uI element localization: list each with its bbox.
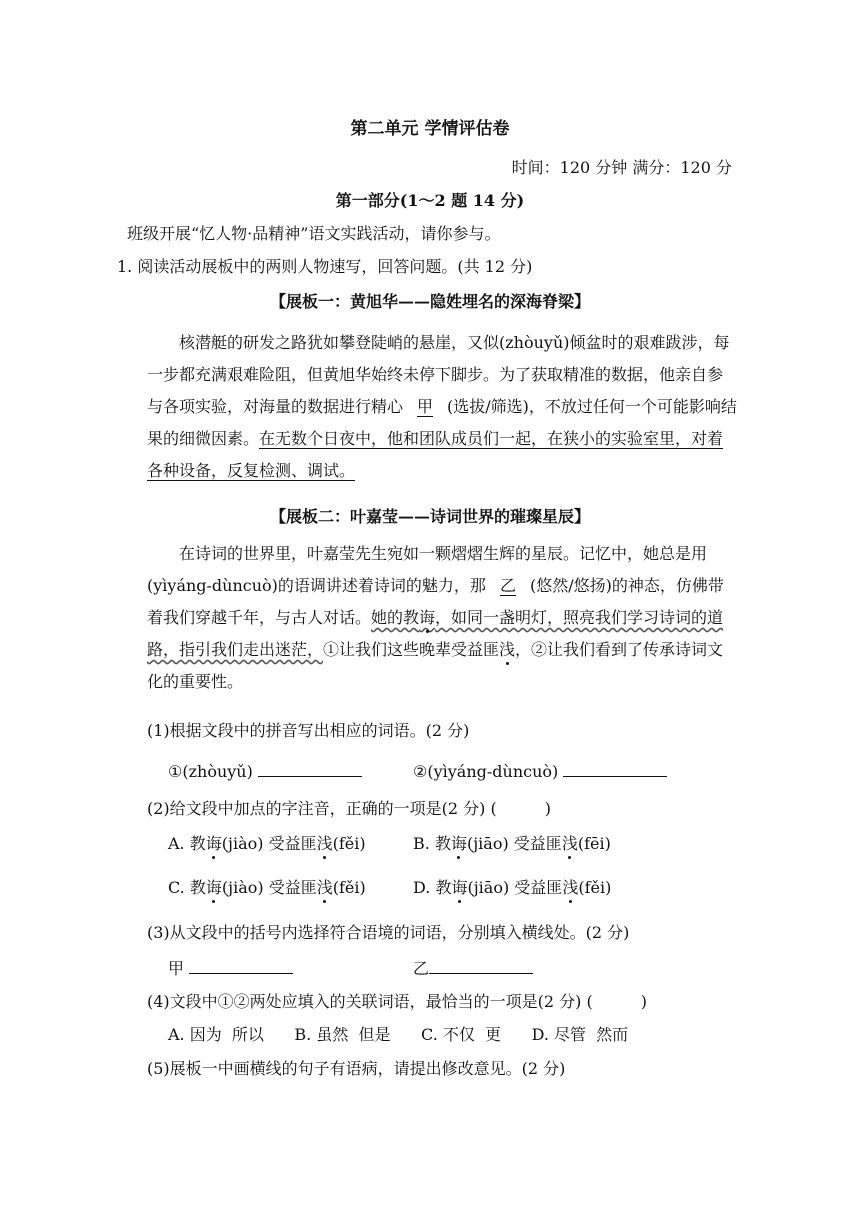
option-word: 教 bbox=[434, 834, 451, 853]
panel2-paragraph bbox=[147, 538, 737, 698]
sub1-item-b bbox=[413, 760, 667, 783]
dotted-char-qian: 浅 bbox=[499, 640, 516, 659]
panel2-text-a: 在诗词的世界里，叶嘉莹先生宛如一颗熠熠生辉的星辰。记忆中，她总是用(yìyáng-dùncuò)的语调讲述着诗词的魅力，那 bbox=[147, 544, 708, 595]
option-pinyin: (fēi) bbox=[577, 834, 611, 853]
time-info: 时间：120 分钟 满分：120 分 bbox=[511, 158, 732, 177]
option-word: 受益匪 bbox=[513, 834, 562, 853]
panel1-heading: 【展板一：黄旭华——隐姓埋名的深海脊梁】 bbox=[269, 292, 590, 311]
option-dotted-char: 诲 bbox=[205, 878, 222, 897]
option-word: 教 bbox=[435, 878, 452, 897]
option-dotted-char: 浅 bbox=[316, 834, 333, 853]
sub1-label-a: ①(zhòuyǔ) bbox=[168, 762, 253, 781]
option-dotted-char: 浅 bbox=[561, 834, 578, 853]
option-dotted-char: 诲 bbox=[450, 834, 467, 853]
sub5-stem: (5)展板一中画横线的句子有语病，请提出修改意见。(2 分) bbox=[147, 1059, 566, 1078]
sub1-stem: (1)根据文段中的拼音写出相应的词语。(2 分) bbox=[147, 721, 470, 740]
option-pinyin: (fěi) bbox=[332, 878, 366, 897]
panel2-heading: 【展板二：叶嘉莹——诗词世界的璀璨星辰】 bbox=[269, 507, 590, 526]
page-title: 第二单元 学情评估卷 bbox=[350, 119, 510, 139]
blank-jia: 甲 bbox=[417, 397, 434, 416]
dotted-char-hui: 诲 bbox=[419, 608, 436, 627]
question-1-stem: 1. 阅读活动展板中的两则人物速写，回答问题。(共 12 分) bbox=[117, 257, 533, 276]
option-word: 教 bbox=[189, 878, 206, 897]
option-word: 教 bbox=[189, 834, 206, 853]
option-pinyin: (jiāo) bbox=[466, 834, 509, 853]
blank-yi: 乙 bbox=[499, 576, 516, 595]
answer-line-a[interactable] bbox=[258, 760, 362, 777]
sub3-label-b: 乙 bbox=[413, 959, 430, 978]
panel1-text-b: (选拔/筛选)，不放过任何一个可能影响结果的细微因素。 bbox=[147, 397, 737, 448]
option-letter: B. bbox=[413, 834, 430, 853]
panel1-underlined-sentence: 在无数个日夜中，他和团队成员们一起，在狭小的实验室里，对着各种设备，反复检测、调试。 bbox=[147, 429, 724, 480]
sub2-option-c[interactable] bbox=[168, 877, 366, 899]
part-title-text: 第一部分(1～2 题 14 分) bbox=[335, 191, 525, 210]
panel2-text-c: ①让我们这些晚辈受益匪 bbox=[323, 640, 500, 659]
sub3-stem: (3)从文段中的括号内选择符合语境的词语，分别填入横线处。(2 分) bbox=[147, 923, 630, 942]
sub1-item-a bbox=[168, 760, 362, 783]
option-dotted-char: 诲 bbox=[451, 878, 468, 897]
option-letter: D. bbox=[413, 878, 431, 897]
sub3-item-a bbox=[168, 957, 293, 980]
answer-line-yi[interactable] bbox=[429, 957, 533, 974]
option-pinyin: (fěi) bbox=[578, 878, 612, 897]
answer-line-jia[interactable] bbox=[189, 957, 293, 974]
panel2-text-b: (悠然/悠扬)的神态，仿佛带着我们穿越千年，与古人对话。 bbox=[147, 576, 724, 627]
panel2-text-d: ，②让我们看到了传承诗词文化的重要性。 bbox=[147, 640, 724, 691]
option-pinyin: (jiāo) bbox=[467, 878, 510, 897]
option-pinyin: (jiào) bbox=[221, 834, 264, 853]
sub2-option-a[interactable] bbox=[168, 833, 366, 855]
option-word: 受益匪 bbox=[268, 834, 317, 853]
option-letter: C. bbox=[168, 878, 185, 897]
option-pinyin: (jiào) bbox=[221, 878, 264, 897]
option-dotted-char: 诲 bbox=[205, 834, 222, 853]
sub2-option-d[interactable] bbox=[413, 877, 611, 899]
sub3-item-b bbox=[413, 957, 533, 980]
sub4-stem: (4)文段中①②两处应填入的关联词语，最恰当的一项是(2 分) ( ) bbox=[147, 992, 647, 1011]
sub3-label-a: 甲 bbox=[168, 959, 185, 978]
option-pinyin: (fěi) bbox=[332, 834, 366, 853]
intro-text: 班级开展“忆人物·品精神”语文实践活动，请你参与。 bbox=[127, 224, 501, 243]
panel1-paragraph bbox=[147, 327, 737, 487]
option-dotted-char: 浅 bbox=[316, 878, 333, 897]
wavy-text-b: ，如同一盏明灯，照亮我们学习诗词的道路，指引我们走出迷茫， bbox=[147, 608, 724, 659]
option-word: 受益匪 bbox=[514, 878, 563, 897]
option-letter: A. bbox=[168, 834, 185, 853]
part-title bbox=[0, 190, 860, 212]
sub2-option-b[interactable] bbox=[413, 833, 611, 855]
option-word: 受益匪 bbox=[268, 878, 317, 897]
answer-line-b[interactable] bbox=[563, 760, 667, 777]
sub2-stem: (2)给文段中加点的字注音，正确的一项是(2 分) ( ) bbox=[147, 799, 551, 818]
option-dotted-char: 浅 bbox=[562, 878, 579, 897]
wavy-text-a: 她的教 bbox=[371, 608, 420, 627]
sub4-options[interactable]: A. 因为 所以 B. 虽然 但是 C. 不仅 更 D. 尽管 然而 bbox=[168, 1025, 629, 1044]
sub1-label-b: ②(yìyáng-dùncuò) bbox=[413, 762, 559, 781]
panel1-text-a: 核潜艇的研发之路犹如攀登陡峭的悬崖，又似(zhòuyǔ)倾盆时的艰难跋涉，每一步都充满艰难险阻，但黄旭华始终未停下脚步。为了获取精准的数据，他亲自参与各项实验，对海量的数据进行精心 bbox=[147, 333, 730, 416]
